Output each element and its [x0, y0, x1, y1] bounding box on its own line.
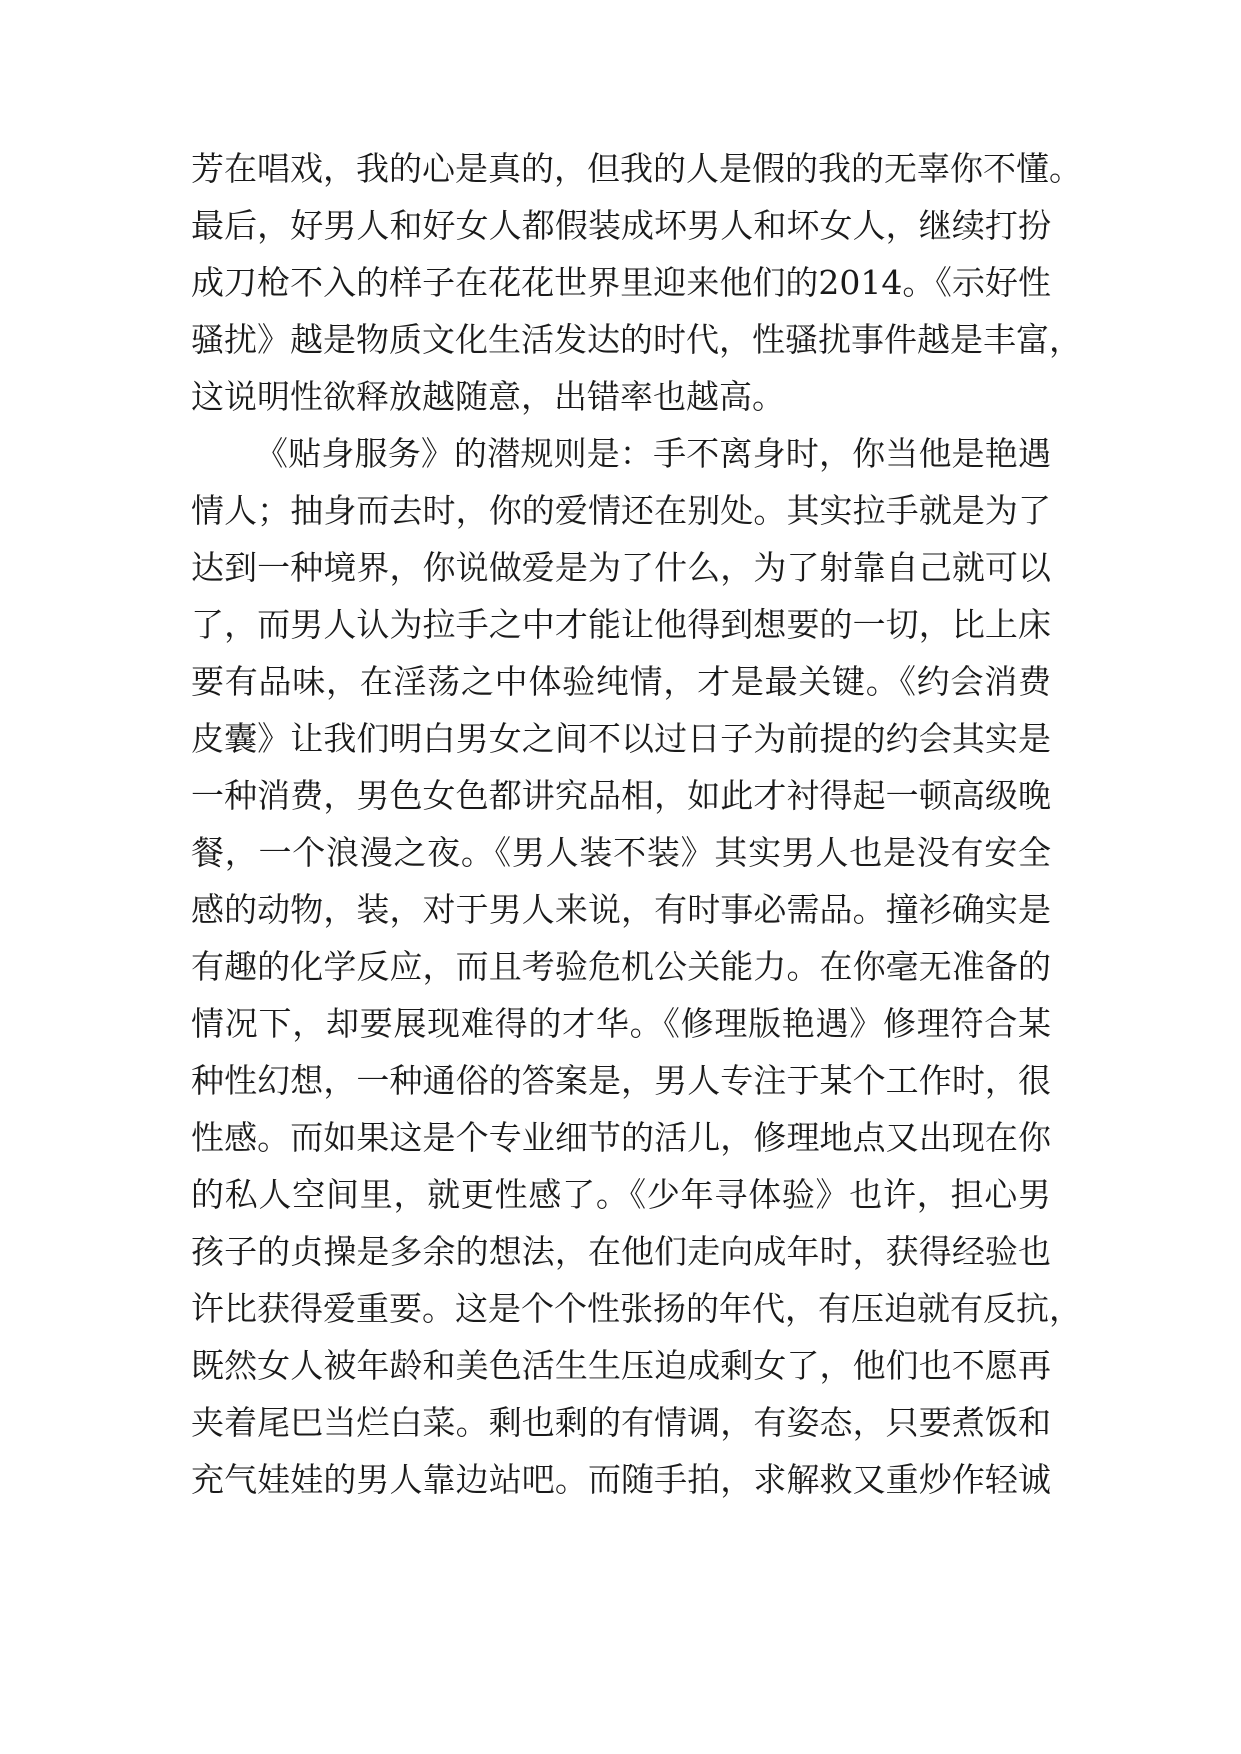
text-line: 夹着尾巴当烂白菜。剩也剩的有情调，有姿态，只要煮饭和	[191, 1403, 1051, 1442]
text-line: 既然女人被年龄和美色活生生压迫成剩女了，他们也不愿再	[191, 1346, 1051, 1385]
text-line: 芳在唱戏，我的心是真的，但我的人是假的我的无辜你不懂。	[191, 149, 1082, 188]
text-line: 种性幻想，一种通俗的答案是，男人专注于某个工作时，很	[191, 1061, 1051, 1100]
text-line: 有趣的化学反应，而且考验危机公关能力。在你毫无准备的	[191, 947, 1051, 986]
text-line: 性感。而如果这是个专业细节的活儿，修理地点又出现在你	[191, 1118, 1051, 1157]
paragraph-2	[191, 425, 1082, 1508]
text-line: 了，而男人认为拉手之中才能让他得到想要的一切，比上床	[191, 605, 1051, 644]
text-line: 骚扰》越是物质文化生活发达的时代，性骚扰事件越是丰富，	[191, 320, 1082, 359]
text-line: 要有品味，在淫荡之中体验纯情，才是最关键。《约会消费	[191, 662, 1051, 701]
text-line: 成刀枪不入的样子在花花世界里迎来他们的2014。《示好性	[191, 263, 1051, 302]
text-line: 孩子的贞操是多余的想法，在他们走向成年时，获得经验也	[191, 1232, 1051, 1271]
text-line: 情人；抽身而去时，你的爱情还在别处。其实拉手就是为了	[191, 491, 1051, 530]
text-line: 《贴身服务》的潜规则是：手不离身时，你当他是艳遇	[255, 434, 1051, 473]
paragraph-1	[191, 140, 1082, 425]
body-text	[191, 140, 1082, 1508]
text-line: 最后，好男人和好女人都假装成坏男人和坏女人，继续打扮	[191, 206, 1051, 245]
text-line: 情况下，却要展现难得的才华。《修理版艳遇》修理符合某	[191, 1004, 1051, 1043]
text-line: 一种消费，男色女色都讲究品相，如此才衬得起一顿高级晚	[191, 776, 1051, 815]
text-line: 餐，一个浪漫之夜。《男人装不装》其实男人也是没有安全	[191, 833, 1051, 872]
text-line: 这说明性欲释放越随意，出错率也越高。	[191, 377, 785, 416]
text-line: 达到一种境界，你说做爱是为了什么，为了射靠自己就可以	[191, 548, 1051, 587]
text-line: 充气娃娃的男人靠边站吧。而随手拍，求解救又重炒作轻诚	[191, 1460, 1051, 1499]
text-line: 的私人空间里，就更性感了。《少年寻体验》也许，担心男	[191, 1175, 1051, 1214]
text-line: 许比获得爱重要。这是个个性张扬的年代，有压迫就有反抗，	[191, 1289, 1082, 1328]
text-line: 感的动物，装，对于男人来说，有时事必需品。撞衫确实是	[191, 890, 1051, 929]
text-line: 皮囊》让我们明白男女之间不以过日子为前提的约会其实是	[191, 719, 1051, 758]
